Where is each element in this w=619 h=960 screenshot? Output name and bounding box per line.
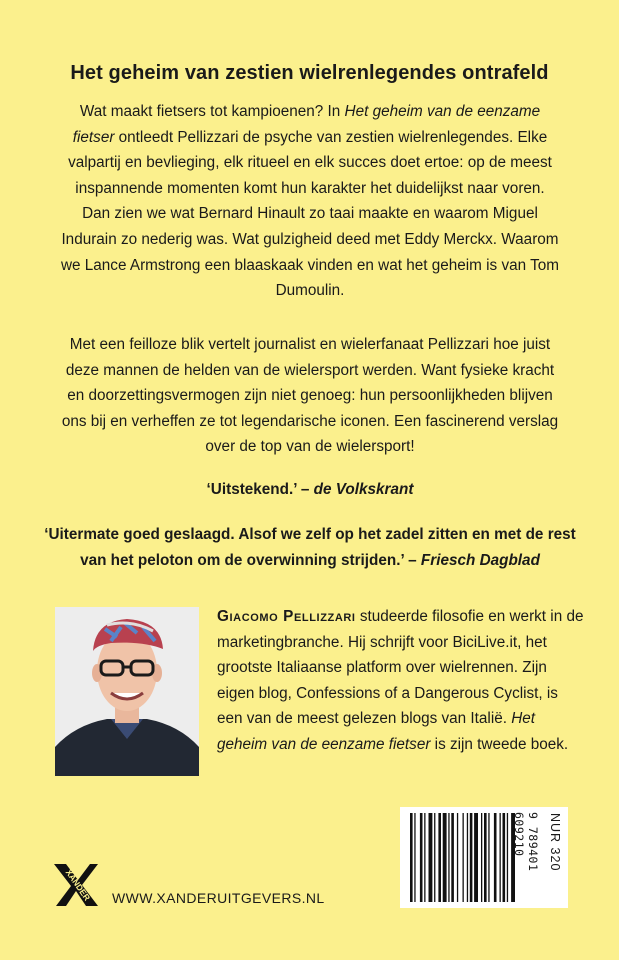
- barcode-bar: [438, 813, 441, 902]
- author-photo: [55, 607, 199, 776]
- barcode-bar: [410, 813, 413, 902]
- barcode-bar: [494, 813, 497, 902]
- barcode-bar: [503, 813, 506, 902]
- xander-logo: [52, 858, 104, 908]
- barcode-bar: [463, 813, 464, 902]
- barcode-bar: [467, 813, 468, 902]
- headline: Het geheim van zestien wielrenlegendes ontrafeld: [70, 62, 549, 84]
- bio-text: studeerde filosofie en werkt in de marketingbranche. Hij schrijft voor BiciLive.it, het grootste Italiaanse platform over wielrennen. Zijn eigen blog, Confessions of a Dangerous Cyclist, is een van de meest gelezen blogs van Italië.: [217, 608, 584, 728]
- barcode-bar: [448, 813, 449, 902]
- author-name: Giacomo Pellizzari: [217, 608, 356, 625]
- blurb-paragraph-1: [60, 99, 560, 304]
- barcode-bar: [424, 813, 425, 902]
- barcode-bar: [474, 813, 478, 902]
- barcode-bar: [457, 813, 458, 902]
- barcode-bar: [451, 813, 454, 902]
- barcode-bar: [488, 813, 489, 902]
- barcode-bar: [484, 813, 487, 902]
- publisher-website: WWW.XANDERUITGEVERS.NL: [112, 890, 325, 906]
- barcode-bar: [414, 813, 415, 902]
- barcode-bar: [470, 813, 473, 902]
- review-quote-2: [40, 522, 580, 573]
- barcode-bar: [429, 813, 433, 902]
- x-logo-icon: [52, 858, 104, 908]
- book-title-italic: Het geheim van de eenzame fietser: [217, 710, 536, 753]
- nur-code: NUR 320: [548, 813, 562, 872]
- quote-source: Friesch Dagblad: [420, 551, 540, 569]
- author-bio: [217, 604, 587, 758]
- logo-text: XANDER: [63, 867, 93, 903]
- blurb-text: ontleedt Pellizzari de psyche van zestien wielrenlegendes. Elke valpartij en bevlieging, elk ritueel en elk succes doet ertoe: op de meest inspannende momenten komt hun karakter het duidelijkst naar voren. Dan zien we wat Bernard Hinault zo taai maakte en waarom Miguel Indurain zo nederig was. Wat gulzigheid deed met Eddy Merckx. Waarom we Lance Armstrong een blaaskaak vinden en wat het geheim is van Tom Dumoulin.: [60, 128, 559, 300]
- barcode-bars: [400, 807, 568, 908]
- isbn-number: 9 789401 609210: [512, 812, 540, 872]
- blurb-text: Wat maakt fietsers tot kampioenen? In: [79, 103, 345, 120]
- quote-source: de Volkskrant: [313, 481, 414, 498]
- barcode-bar: [443, 813, 447, 902]
- book-title-italic: Het geheim van de eenzame fietser: [72, 103, 541, 146]
- review-quote-1: [40, 477, 580, 503]
- barcode-bar: [507, 813, 508, 902]
- barcode: [400, 807, 568, 908]
- quote-text: ‘Uitermate goed geslaagd. Alsof we zelf op het zadel zitten en met de rest van het peloton om de overwinning strijden.’ –: [44, 526, 576, 569]
- barcode-bar: [434, 813, 435, 902]
- author-portrait-image: [55, 607, 199, 776]
- blurb-paragraph-2: Met een feilloze blik vertelt journalist en wielerfanaat Pellizzari hoe juist deze mannen de helden van de wielersport werden. Want fysieke kracht en doorzettingsvermogen zijn niet genoeg: hun persoonlijkheden blijven ons bij en verheffen ze tot legendarische iconen. Een fascinerend verslag over de top van de wielersport!: [61, 336, 559, 456]
- barcode-bar: [481, 813, 482, 902]
- quote-text: ‘Uitstekend.’ –: [206, 481, 314, 498]
- barcode-bar: [420, 813, 423, 902]
- bio-text: is zijn tweede boek.: [430, 735, 569, 753]
- barcode-bar: [500, 813, 501, 902]
